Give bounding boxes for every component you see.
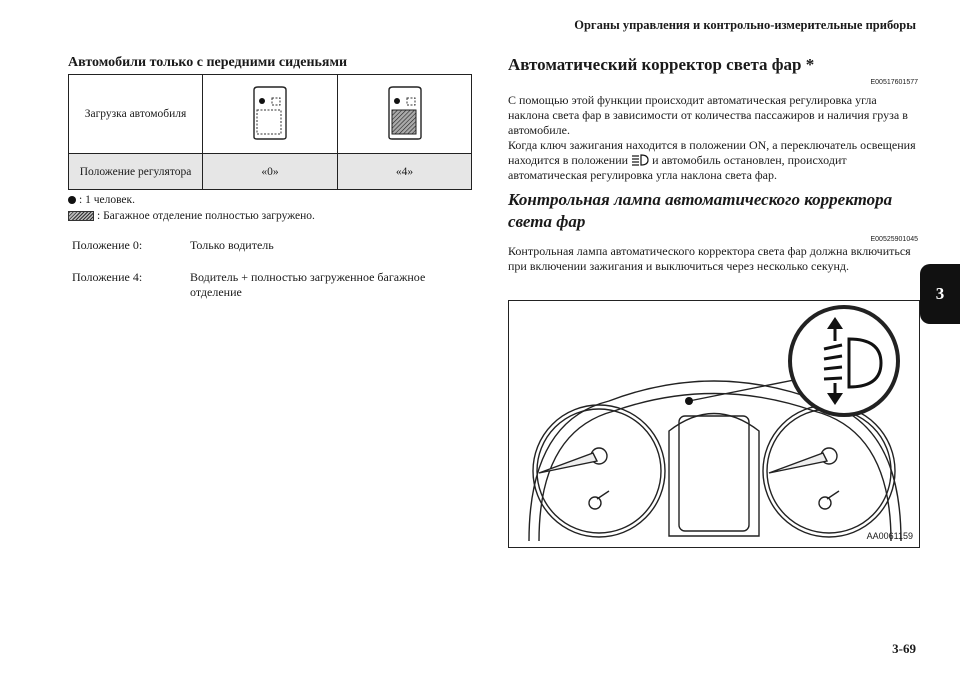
car-top-view-loaded-icon [383,86,427,140]
person-dot-icon [68,196,76,204]
left-section-title: Автомобили только с передними сиденьями [68,55,348,70]
table-row-position [69,154,472,190]
legend-luggage-text: : Багажное отделение полностью загружено. [97,210,315,222]
chapter-tab: 3 [920,264,960,324]
section-code-2: E00525901045 [870,236,918,243]
position-4-label: Положение 4: [72,270,143,284]
page-number: 3-69 [892,641,916,656]
table-cell-load-driver [203,75,338,154]
table-cell-position-0: «0» [203,154,338,190]
car-top-view-icon [248,86,292,140]
position-0-text: Только водитель [190,238,274,252]
legend-luggage [68,210,315,222]
section-code-1: E00517601577 [870,79,918,86]
subsection-title: Контрольная лампа автоматического корректора света фар [508,190,893,231]
paragraph-condition-before: Когда ключ зажигания находится в положении ON, а переключатель освещения находится в положении [508,138,916,167]
paragraph-intro-text: С помощью этой функции происходит автоматическая регулировка угла наклона света фар в зависимости от количества пассажиров и наличия груза в автомобиле. [508,93,908,137]
table-cell-position-4: «4» [338,154,472,190]
luggage-hatch-icon [68,211,94,221]
load-table [68,74,472,190]
position-0-label: Положение 0: [72,238,143,252]
section-title: Автоматический корректор света фар * [508,55,815,74]
table-cell-load-full [338,75,472,154]
paragraph-condition-after: и автомобиль остановлен, происходит автоматическая регулировка угла наклона света фар. [508,153,847,182]
legend-person-text: : 1 человек. [79,194,136,206]
instrument-cluster-illustration [509,301,919,547]
paragraph-intro [508,93,920,183]
legend-person [68,194,135,206]
figure-code: AA0061159 [866,531,913,541]
paragraph-lamp: Контрольная лампа автоматического корректора света фар должна включиться при включении зажигания и выключиться через несколько секунд. [508,244,911,273]
position-4-text: Водитель + полностью загруженное багажное отделение [190,270,426,299]
table-row-load [69,75,472,154]
headlight-icon [631,154,649,166]
instrument-cluster-figure [508,300,920,548]
running-header: Органы управления и контрольно-измерительные приборы [574,18,916,32]
table-cell-position-label: Положение регулятора [69,154,203,190]
table-cell-load-label: Загрузка автомобиля [69,75,203,154]
